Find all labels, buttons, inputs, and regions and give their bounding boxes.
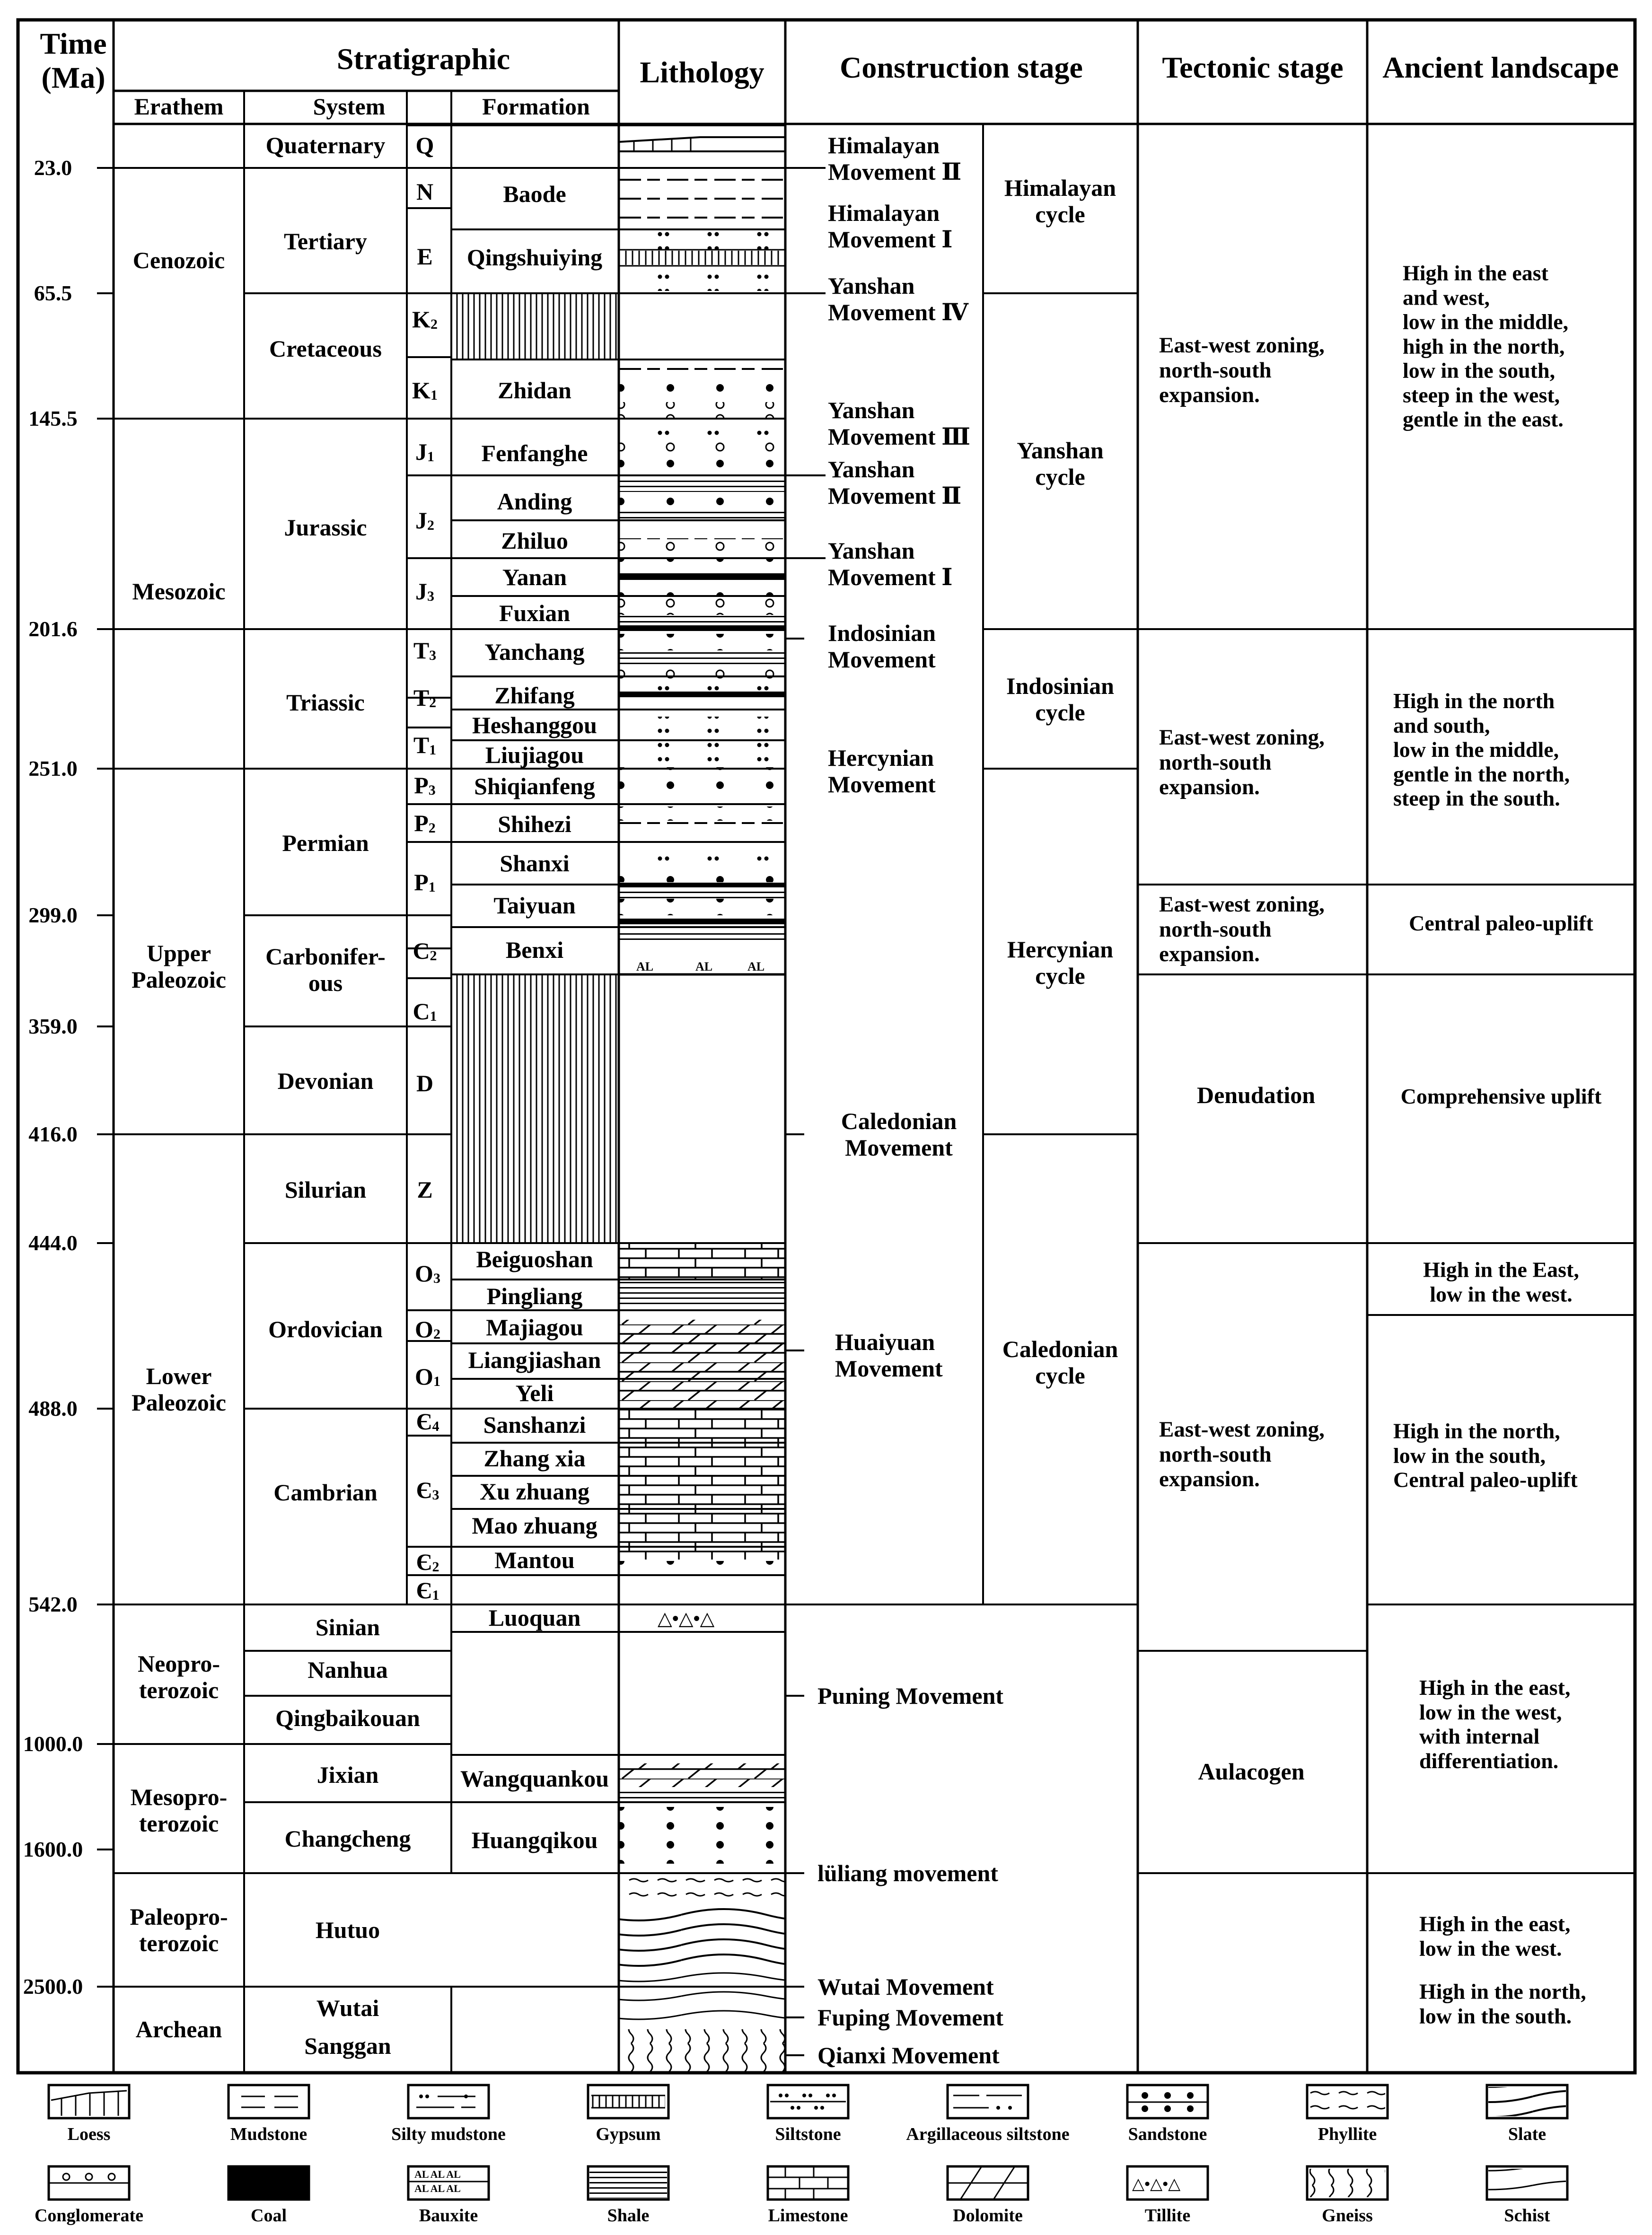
legend-mudstone: Mudstone bbox=[230, 2124, 308, 2144]
landscape-cambrian: High in the north, low in the south, Central paleo-uplift bbox=[1393, 1419, 1578, 1492]
time-tick: 23.0 bbox=[34, 156, 72, 180]
cycle-hercynian: Hercynian cycle bbox=[1007, 936, 1114, 989]
formation-shiqianfeng: Shiqianfeng bbox=[474, 773, 595, 799]
mudstone-fill bbox=[619, 170, 785, 229]
movement-wutai: Wutai Movement bbox=[817, 1973, 994, 2000]
formation-zhifang: Zhifang bbox=[494, 682, 575, 709]
system-cambrian: Cambrian bbox=[273, 1479, 378, 1506]
movement-huaiyuan: Huaiyuan Movement bbox=[835, 1329, 943, 1382]
formation-majiagou: Majiagou bbox=[486, 1314, 583, 1341]
time-tick: 65.5 bbox=[34, 281, 72, 306]
tillite-mark: △•△•△ bbox=[658, 1608, 715, 1629]
erathem-neoproterozoic: Neopro- terozoic bbox=[137, 1650, 220, 1703]
series-k2: $K_2$ bbox=[412, 306, 438, 333]
cycle-indosinian: Indosinian cycle bbox=[1006, 673, 1114, 726]
formation-luoquan: Luoquan bbox=[488, 1604, 581, 1631]
legend-limestone: Limestone bbox=[768, 2206, 848, 2226]
system-silurian: Silurian bbox=[284, 1176, 367, 1203]
formation-shanxi: Shanxi bbox=[500, 850, 570, 876]
dolomite-swatch bbox=[948, 2166, 1028, 2200]
stratigraphic-header: Stratigraphic bbox=[336, 42, 510, 76]
formation-yanchang: Yanchang bbox=[484, 639, 585, 665]
silty-mudstone-swatch bbox=[416, 2095, 475, 2107]
system-wutai: Wutai bbox=[316, 1995, 379, 2021]
movement-yanshan-2: Yanshan Movement Ⅱ bbox=[828, 456, 962, 509]
system-nanhua: Nanhua bbox=[308, 1657, 388, 1683]
formation-zhiluo: Zhiluo bbox=[501, 527, 568, 554]
system-jurassic: Jurassic bbox=[284, 514, 367, 541]
time-tick: 1600.0 bbox=[23, 1837, 83, 1862]
formation-maozhuang: Mao zhuang bbox=[472, 1512, 598, 1539]
lithology-header: Lithology bbox=[640, 55, 764, 89]
formation-fuxian: Fuxian bbox=[499, 600, 571, 626]
time-tick: 359.0 bbox=[28, 1014, 78, 1039]
formation-pingliang: Pingliang bbox=[486, 1283, 583, 1309]
tectonic-cenozoic-mesozoic: East-west zoning, north-south expansion. bbox=[1159, 333, 1325, 408]
time-tick: 1000.0 bbox=[23, 1732, 83, 1756]
mudstone-swatch bbox=[241, 2096, 298, 2107]
time-tick: 444.0 bbox=[28, 1231, 78, 1255]
formation-taiyuan: Taiyuan bbox=[493, 892, 576, 919]
legend-phyllite: Phyllite bbox=[1318, 2124, 1377, 2144]
table-grid bbox=[18, 20, 1635, 2073]
gneiss-swatch bbox=[1309, 2169, 1385, 2197]
formation-baode: Baode bbox=[503, 181, 566, 207]
legend-loess: Loess bbox=[67, 2124, 111, 2144]
system-hutuo: Hutuo bbox=[315, 1917, 380, 1943]
series-j1: $J_1$ bbox=[415, 438, 434, 465]
movement-fuping: Fuping Movement bbox=[817, 2004, 1004, 2031]
legend-tillite: Tillite bbox=[1144, 2206, 1191, 2226]
tectonic-lower-paleozoic: East-west zoning, north-south expansion. bbox=[1159, 1417, 1325, 1492]
conglomerate-swatch bbox=[49, 2174, 129, 2183]
series-j2: $J_2$ bbox=[415, 507, 434, 534]
erathem-upper-paleozoic: Upper Paleozoic bbox=[132, 940, 226, 993]
series-n: N bbox=[416, 178, 434, 205]
series-p1: $P_1$ bbox=[414, 869, 436, 895]
time-tick: 2500.0 bbox=[23, 1974, 83, 1999]
series-o2: $O_2$ bbox=[415, 1316, 440, 1342]
series-e: E bbox=[417, 243, 433, 270]
legend-conglomerate: Conglomerate bbox=[34, 2206, 144, 2226]
series-j3: $J_3$ bbox=[415, 578, 434, 605]
bauxite-swatch: AL AL AL bbox=[414, 2168, 461, 2180]
erathem-paleoproterozoic: Paleopro- terozoic bbox=[130, 1903, 228, 1956]
system-tertiary: Tertiary bbox=[284, 228, 367, 254]
hiatus-hatch bbox=[451, 292, 619, 359]
legend-slate: Slate bbox=[1508, 2124, 1547, 2144]
coal-seam bbox=[619, 573, 785, 580]
bauxite-swatch: AL AL AL bbox=[414, 2182, 461, 2194]
cycle-caledonian: Caledonian cycle bbox=[1002, 1336, 1118, 1389]
erathem-cenozoic: Cenozoic bbox=[132, 247, 225, 273]
landscape-cenozoic-mesozoic: High in the east and west, low in the middle, high in the north, low in the south, steep in the west, gentle in the east. bbox=[1403, 261, 1569, 431]
time-tick: 201.6 bbox=[28, 617, 78, 641]
time-tick: 416.0 bbox=[28, 1122, 78, 1147]
formation-anding: Anding bbox=[497, 488, 572, 515]
loess-swatch bbox=[51, 2091, 127, 2116]
legend-gneiss: Gneiss bbox=[1322, 2206, 1373, 2226]
series-e1: $Є_1$ bbox=[416, 1577, 439, 1604]
system-qingbaikouan: Qingbaikouan bbox=[275, 1705, 420, 1731]
gypsum-fill bbox=[619, 251, 785, 265]
tectonic-triassic-permian: East-west zoning, north-south expansion. bbox=[1159, 725, 1325, 800]
legend-sandstone: Sandstone bbox=[1128, 2124, 1207, 2144]
time-tick: 145.5 bbox=[28, 406, 78, 431]
series-t1: $T_1$ bbox=[413, 732, 437, 758]
system-header: System bbox=[313, 93, 386, 120]
formation-wangquankou: Wangquankou bbox=[460, 1765, 609, 1792]
landscape-comprehensive-uplift: Comprehensive uplift bbox=[1400, 1084, 1602, 1109]
movement-qianxi: Qianxi Movement bbox=[817, 2042, 1000, 2068]
movement-himalayan-2: Himalayan Movement Ⅱ bbox=[828, 132, 962, 185]
bauxite-mark: AL bbox=[695, 960, 713, 973]
landscape-triassic-permian: High in the north and south, low in the middle, gentle in the north, steep in the south. bbox=[1393, 689, 1570, 811]
system-carboniferous: Carbonifer- ous bbox=[265, 943, 386, 996]
formation-liangjiashan: Liangjiashan bbox=[468, 1347, 601, 1373]
limestone-fill bbox=[619, 1243, 785, 1279]
time-tick: 251.0 bbox=[28, 756, 78, 781]
movement-hercynian: Hercynian Movement bbox=[828, 745, 936, 798]
tectonic-aulacogen: Aulacogen bbox=[1198, 1758, 1305, 1785]
erathem-mesozoic: Mesozoic bbox=[132, 578, 226, 605]
series-p3: $P_3$ bbox=[414, 772, 436, 798]
tectonic-denudation: Denudation bbox=[1196, 1082, 1316, 1108]
cycle-yanshan: Yanshan cycle bbox=[1017, 437, 1104, 490]
system-sanggan: Sanggan bbox=[304, 2033, 391, 2059]
system-permian: Permian bbox=[282, 830, 369, 856]
series-z: Z bbox=[417, 1176, 433, 1203]
formation-yanan: Yanan bbox=[502, 564, 567, 590]
conglomerate-fill bbox=[619, 402, 785, 419]
movement-yanshan-1: Yanshan Movement Ⅰ bbox=[828, 537, 953, 590]
legend-shale: Shale bbox=[607, 2206, 650, 2226]
legend-bauxite: Bauxite bbox=[419, 2206, 478, 2226]
legend-argillaceous-siltstone: Argillaceous siltstone bbox=[906, 2124, 1070, 2144]
series-o1: $O_1$ bbox=[415, 1363, 440, 1390]
schist-fill bbox=[619, 1989, 785, 2027]
landscape-paleoproterozoic: High in the east, low in the west. bbox=[1419, 1911, 1571, 1960]
formation-sanshanzi: Sanshanzi bbox=[483, 1411, 586, 1438]
system-jixian: Jixian bbox=[316, 1762, 379, 1788]
formation-huangqikou: Huangqikou bbox=[471, 1827, 598, 1853]
formation-fenfanghe: Fenfanghe bbox=[481, 440, 588, 466]
slate-fill bbox=[619, 1906, 785, 1968]
legend-gypsum: Gypsum bbox=[596, 2124, 661, 2144]
series-t3: $T_3$ bbox=[413, 637, 437, 664]
schist-swatch bbox=[1488, 2169, 1566, 2197]
movement-yanshan-4: Yanshan Movement Ⅳ bbox=[828, 272, 968, 325]
landscape-archean: High in the north, low in the south. bbox=[1419, 1979, 1586, 2028]
legend-schist: Schist bbox=[1504, 2206, 1550, 2226]
movement-himalayan-1: Himalayan Movement Ⅰ bbox=[828, 200, 953, 253]
series-c2: $C_2$ bbox=[413, 938, 437, 964]
movement-puning: Puning Movement bbox=[817, 1683, 1004, 1709]
time-tick: 542.0 bbox=[28, 1592, 78, 1617]
bauxite-mark: AL bbox=[747, 960, 765, 973]
legend-dolomite: Dolomite bbox=[953, 2206, 1023, 2226]
construction-stage-header: Construction stage bbox=[840, 51, 1083, 85]
erathem-header: Erathem bbox=[134, 93, 224, 120]
system-devonian: Devonian bbox=[277, 1068, 374, 1094]
system-ordovician: Ordovician bbox=[268, 1316, 383, 1342]
system-triassic: Triassic bbox=[286, 689, 365, 716]
ancient-landscape-header: Ancient landscape bbox=[1382, 51, 1619, 85]
cycle-himalayan: Himalayan cycle bbox=[1004, 175, 1116, 228]
formation-liujiagou: Liujiagou bbox=[485, 742, 584, 768]
system-sinian: Sinian bbox=[315, 1614, 380, 1640]
series-c1: $C_1$ bbox=[413, 998, 437, 1025]
landscape-central-uplift: Central paleo-uplift bbox=[1409, 911, 1593, 936]
formation-beiguoshan: Beiguoshan bbox=[476, 1246, 593, 1272]
phyllite-fill bbox=[619, 1876, 785, 1904]
landscape-neoproterozoic: High in the east, low in the west, with internal differentiation. bbox=[1419, 1675, 1571, 1773]
limestone-swatch bbox=[768, 2166, 848, 2200]
landscape-ordovician: High in the East, low in the west. bbox=[1423, 1257, 1579, 1306]
system-quaternary: Quaternary bbox=[265, 132, 386, 158]
erathem-archean: Archean bbox=[135, 2016, 222, 2042]
system-cretaceous: Cretaceous bbox=[269, 335, 382, 362]
tillite-swatch: △•△•△ bbox=[1132, 2175, 1181, 2193]
formation-mantou: Mantou bbox=[494, 1547, 575, 1573]
legend-siltstone: Siltstone bbox=[775, 2124, 841, 2144]
system-changcheng: Changcheng bbox=[284, 1825, 411, 1852]
legend-silty-mudstone: Silty mudstone bbox=[391, 2124, 506, 2144]
series-o3: $O_3$ bbox=[415, 1260, 440, 1287]
series-e3: $Є_3$ bbox=[416, 1477, 439, 1503]
erathem-lower-paleozoic: Lower Paleozoic bbox=[132, 1363, 226, 1416]
movement-luliang: lüliang movement bbox=[817, 1860, 998, 1886]
gneiss-fill bbox=[619, 2029, 785, 2072]
formation-header: Formation bbox=[482, 93, 590, 120]
slate-swatch bbox=[1488, 2087, 1566, 2116]
formation-yeli: Yeli bbox=[515, 1380, 554, 1406]
series-d: D bbox=[416, 1070, 434, 1096]
formation-benxi: Benxi bbox=[505, 937, 564, 963]
series-e2: $Є_2$ bbox=[416, 1549, 439, 1575]
time-tick: 299.0 bbox=[28, 903, 78, 928]
formation-zhidan: Zhidan bbox=[498, 377, 571, 403]
series-e4: $Є_4$ bbox=[416, 1408, 439, 1435]
series-k1: $K_1$ bbox=[412, 377, 438, 403]
phyllite-swatch bbox=[1309, 2088, 1385, 2114]
bauxite-mark: AL bbox=[636, 960, 654, 973]
formation-xuzhuang: Xu zhuang bbox=[479, 1478, 590, 1505]
formation-heshanggou: Heshanggou bbox=[472, 712, 597, 738]
gypsum-swatch bbox=[591, 2095, 665, 2108]
legend-coal: Coal bbox=[251, 2206, 287, 2226]
argillaceous-siltstone-swatch bbox=[953, 2095, 1022, 2108]
formation-shihezi: Shihezi bbox=[498, 811, 571, 837]
movement-caledonian: Caledonian Movement bbox=[841, 1108, 957, 1161]
movement-indosinian: Indosinian Movement bbox=[828, 620, 936, 673]
tectonic-carboniferous: East-west zoning, north-south expansion. bbox=[1159, 892, 1325, 967]
coal-swatch bbox=[228, 2166, 309, 2200]
formation-qingshuiying: Qingshuiying bbox=[466, 244, 603, 271]
shale-swatch bbox=[589, 2168, 667, 2198]
tectonic-stage-header: Tectonic stage bbox=[1162, 51, 1344, 85]
erathem-mesoproterozoic: Mesopro- terozoic bbox=[130, 1784, 228, 1837]
time-tick: 488.0 bbox=[28, 1396, 78, 1421]
series-q: Q bbox=[415, 132, 434, 158]
series-t2: $T_2$ bbox=[413, 684, 437, 711]
formation-zhangxia: Zhang xia bbox=[483, 1445, 586, 1472]
time-header: Time (Ma) bbox=[40, 26, 107, 94]
series-p2: $P_2$ bbox=[414, 810, 436, 836]
movement-yanshan-3: Yanshan Movement Ⅲ bbox=[828, 397, 971, 450]
